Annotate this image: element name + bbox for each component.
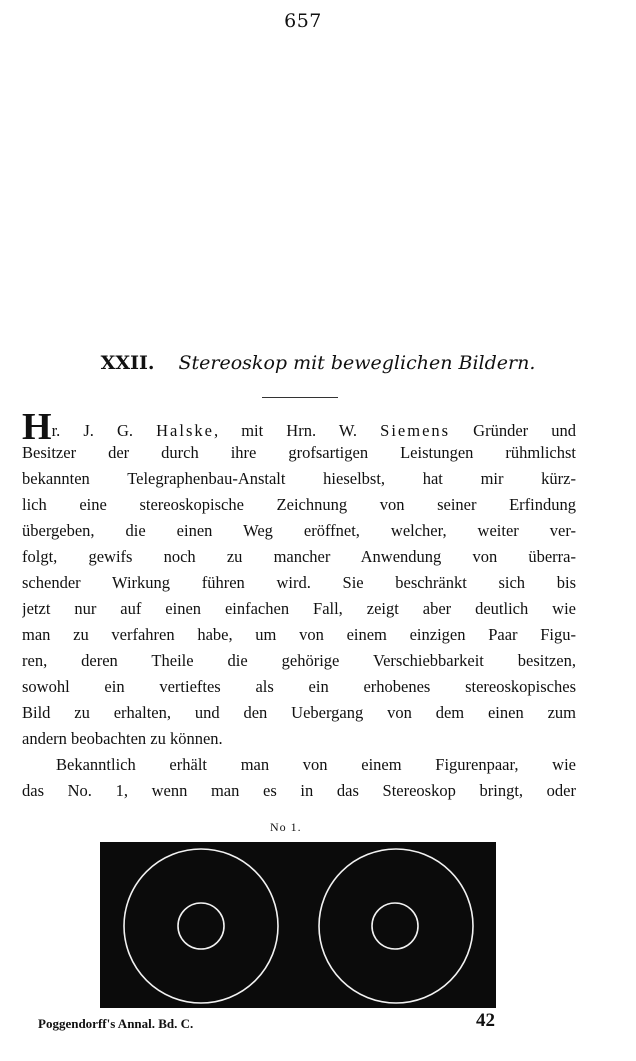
stereo-pair-illustration — [100, 842, 496, 1008]
drop-cap: H — [22, 414, 52, 440]
text-line: lich eine stereoskopische Zeichnung von seiner Erfindung — [22, 495, 576, 514]
name-siemens: Siemens — [380, 421, 451, 440]
stereoscopic-figure — [100, 842, 496, 1008]
text-line: jetzt nur auf einen einfachen Fall, zeigt aber deutlich wie — [22, 599, 576, 618]
text-line: Bekanntlich erhält man von einem Figurenpaar, wie — [56, 755, 576, 774]
signature-mark: 42 — [476, 1010, 495, 1031]
text-line: das No. 1, wenn man es in das Stereoskop bringt, oder — [22, 781, 576, 800]
text-line: Besitzer der durch ihre grofsartigen Leistungen rühmlichst — [22, 443, 576, 462]
text-line: bekannten Telegraphenbau-Anstalt hieselbst, hat mir kürz- — [22, 469, 576, 488]
text-line: übergeben, die einen Weg eröffnet, welcher, weiter ver- — [22, 521, 576, 540]
text-line — [22, 414, 576, 440]
title-divider — [262, 397, 338, 398]
text-line: ren, deren Theile die gehörige Verschiebbarkeit besitzen, — [22, 651, 576, 670]
chapter-heading — [0, 352, 636, 374]
text-fragment: r. J. G. — [51, 421, 157, 440]
text-line: man zu verfahren habe, um von einem einzigen Paar Figu- — [22, 625, 576, 644]
figure-background — [100, 842, 496, 1008]
text-line: andern beobachten zu können. — [22, 729, 223, 748]
text-line: Bild zu erhalten, und den Uebergang von dem einen zum — [22, 703, 576, 722]
name-halske: Halske — [156, 421, 214, 440]
page-number: 657 — [284, 10, 322, 32]
text-fragment: Gründer und — [450, 421, 576, 440]
journal-footer: Poggendorff's Annal. Bd. C. — [38, 1016, 194, 1031]
chapter-title: Stereoskop mit beweglichen Bildern. — [178, 352, 536, 374]
text-line: sowohl ein vertieftes als ein erhobenes stereoskopisches — [22, 677, 576, 696]
text-line: schender Wirkung führen wird. Sie beschränkt sich bis — [22, 573, 576, 592]
text-line: folgt, gewifs noch zu mancher Anwendung von überra- — [22, 547, 576, 566]
text-fragment: , mit Hrn. W. — [213, 421, 381, 440]
article-body — [22, 414, 576, 804]
chapter-numeral: XXII. — [100, 352, 155, 374]
figure-caption: No 1. — [270, 820, 302, 834]
